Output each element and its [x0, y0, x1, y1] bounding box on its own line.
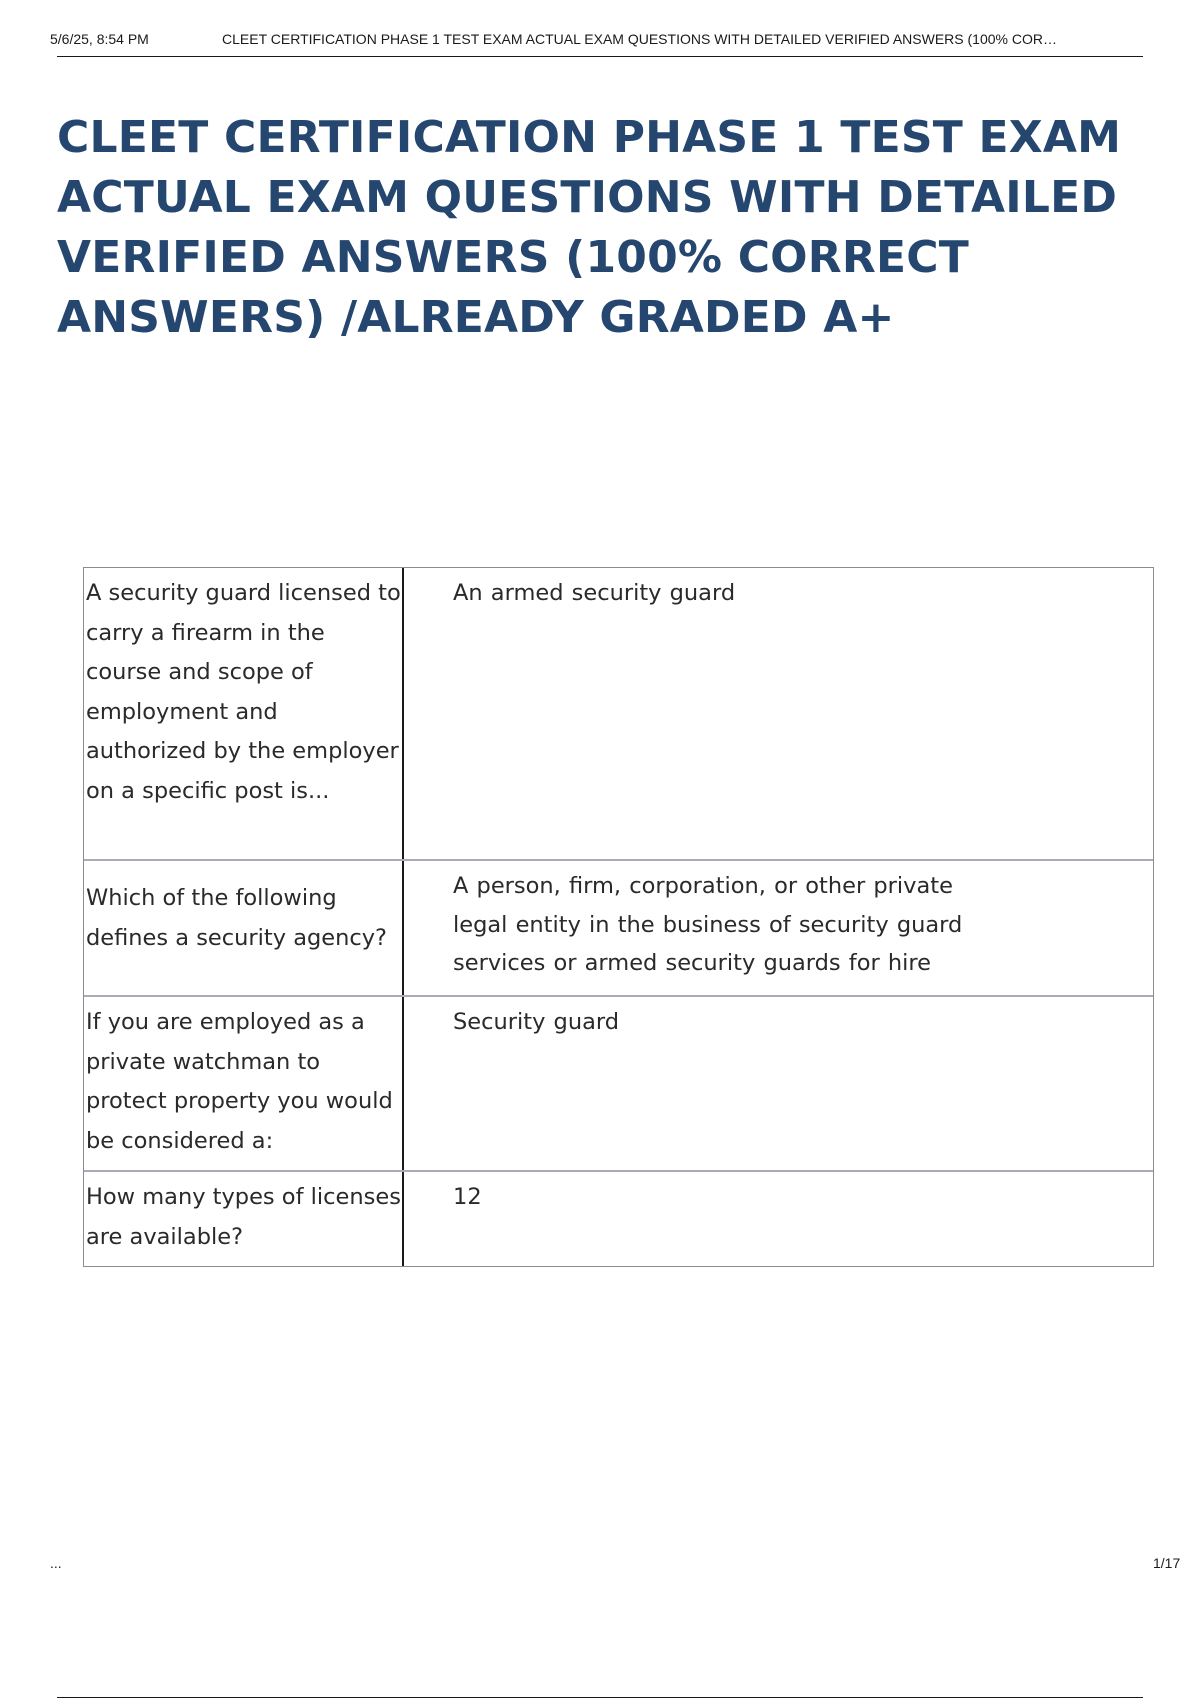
qa-row — [84, 568, 1153, 859]
question-cell: How many types of licenses are available? — [84, 1172, 404, 1266]
answer-cell — [404, 861, 1153, 995]
answer-cell — [404, 1172, 1153, 1266]
answer-cell — [404, 568, 1153, 859]
print-title: CLEET CERTIFICATION PHASE 1 TEST EXAM ACTUAL EXAM QUESTIONS WITH DETAILED VERIFIED ANSWERS (100% COR… — [222, 31, 1057, 47]
page-number: 1/17 — [1153, 1555, 1181, 1571]
qa-row — [84, 995, 1153, 1170]
qa-row — [84, 1170, 1153, 1266]
footer-ellipsis: ... — [50, 1555, 62, 1571]
question-cell: Which of the following defines a security agency? — [84, 861, 404, 995]
answer-text: 12 — [453, 1184, 482, 1210]
footer-divider — [57, 1697, 1143, 1698]
answer-cell — [404, 997, 1153, 1170]
answer-text: Security guard — [453, 1009, 620, 1035]
qa-table — [83, 567, 1154, 1267]
question-cell: A security guard licensed to carry a firearm in the course and scope of employment and authorized by the employer on a specific post is... — [84, 568, 404, 859]
qa-row — [84, 859, 1153, 995]
header-divider — [57, 56, 1143, 57]
question-cell: If you are employed as a private watchman to protect property you would be considered a: — [84, 997, 404, 1170]
document-title: CLEET CERTIFICATION PHASE 1 TEST EXAM ACTUAL EXAM QUESTIONS WITH DETAILED VERIFIED ANSWERS (100% CORRECT ANSWERS) /ALREADY GRADED A+ — [57, 112, 1122, 343]
answer-text: A person, firm, corporation, or other private legal entity in the business of security guard services or armed security guards for hire — [453, 873, 963, 976]
answer-text: An armed security guard — [453, 580, 736, 606]
print-date: 5/6/25, 8:54 PM — [50, 31, 149, 47]
